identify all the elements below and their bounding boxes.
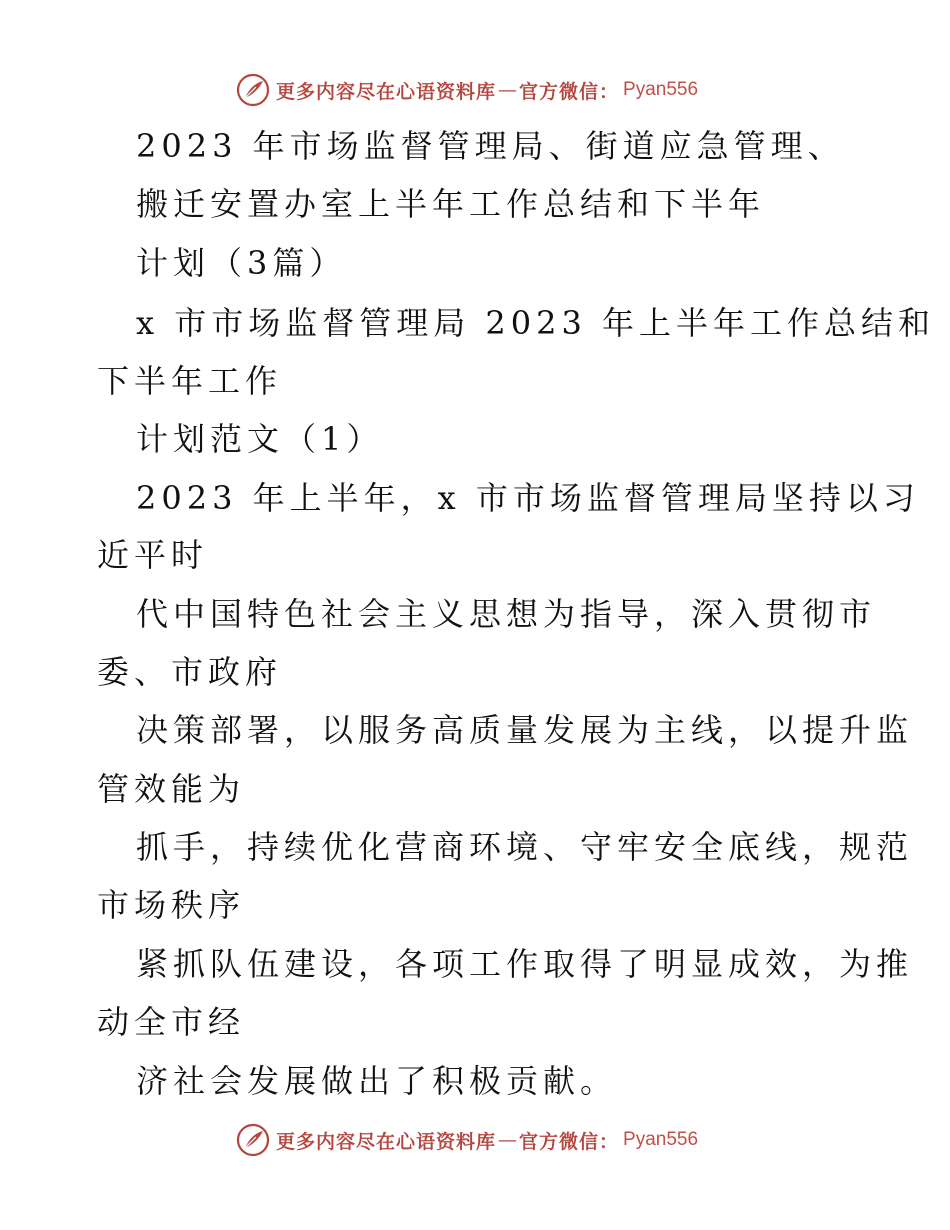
paragraph-line: 管效能为 bbox=[97, 770, 246, 808]
doc-title-line-2: 搬迁安置办室上半年工作总结和下半年 bbox=[136, 185, 766, 223]
banner-title: 更多内容尽在心语资料库 bbox=[276, 1130, 497, 1153]
paragraph-line: 济社会发展做出了积极贡献。 bbox=[136, 1062, 618, 1100]
feather-pen-logo-icon bbox=[236, 73, 270, 107]
banner-separator: — bbox=[498, 1129, 518, 1151]
paragraph-line: 动全市经 bbox=[97, 1003, 246, 1041]
doc-subtitle-line-3: 计划范文（1） bbox=[136, 420, 384, 458]
banner-wechat-id: Pyan556 bbox=[623, 79, 699, 100]
feather-pen-logo-icon bbox=[236, 1123, 270, 1157]
paragraph-line: 近平时 bbox=[97, 536, 209, 574]
doc-subtitle-line-2: 下半年工作 bbox=[97, 362, 283, 400]
doc-subtitle-line-1: x 市市场监督管理局 2023 年上半年工作总结和 bbox=[136, 304, 936, 342]
header-banner bbox=[236, 72, 698, 108]
paragraph-line: 紧抓队伍建设，各项工作取得了明显成效，为推 bbox=[136, 945, 914, 983]
footer-banner bbox=[236, 1122, 698, 1158]
banner-separator: — bbox=[498, 79, 518, 101]
paragraph-line: 2023 年上半年，x 市市场监督管理局坚持以习 bbox=[136, 479, 920, 517]
banner-wechat-label: 官方微信： bbox=[519, 80, 620, 103]
doc-title-line-1: 2023 年市场监督管理局、街道应急管理、 bbox=[136, 127, 845, 165]
paragraph-line: 代中国特色社会主义思想为指导，深入贯彻市 bbox=[136, 595, 877, 633]
paragraph-line: 市场秩序 bbox=[97, 886, 246, 924]
doc-title-line-3: 计划（3篇） bbox=[136, 244, 347, 282]
paragraph-line: 委、市政府 bbox=[97, 653, 283, 691]
paragraph-line: 抓手，持续优化营商环境、守牢安全底线，规范 bbox=[136, 828, 914, 866]
banner-wechat-label: 官方微信： bbox=[519, 1130, 620, 1153]
banner-wechat-id: Pyan556 bbox=[623, 1129, 699, 1150]
banner-title: 更多内容尽在心语资料库 bbox=[276, 80, 497, 103]
paragraph-line: 决策部署，以服务高质量发展为主线，以提升监 bbox=[136, 711, 914, 749]
